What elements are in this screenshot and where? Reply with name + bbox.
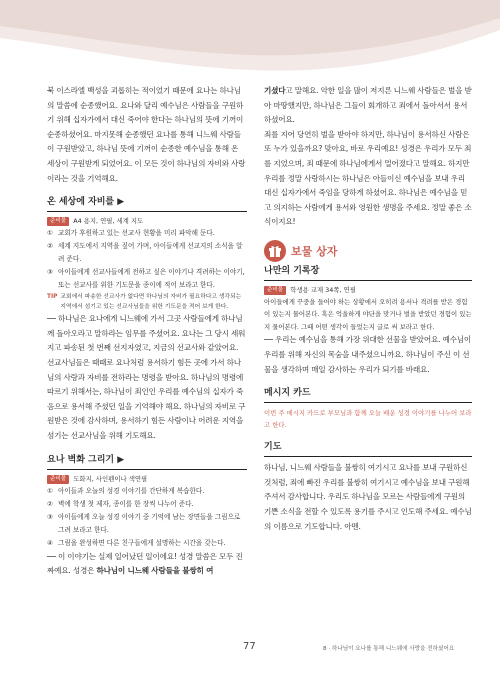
chapter-title: 8 · 하나님이 요나를 통해 니느웨에 사랑을 전하셨어요 [323,646,455,652]
intro-paragraph: 북 이스라엘 백성을 괴롭히는 적이었기 때문에 요나는 하나님의 말씀에 순종했어요. 요나와 달리 예수님은 사람들을 구원하기 위해 십자가에서 대신 죽어야 한다는 하나님의 뜻에 기꺼이 순종하셨어요. 마지못해 순종했던 요나를 통해 니느웨 사람들이 구원받았고, 하나님 뜻에 기꺼이 순종한 예수님을 통해 온 세상이 구원받게 되었어요. 이 모든 것이 하나님의 자비와 사랑이라는 것을 기억해요. [47,86,246,183]
step-item: ④ 그림을 완성하면 다른 친구들에게 설명하는 시간을 갖는다. [47,538,226,547]
section-divider [47,469,247,470]
section-divider [264,402,472,403]
prep-line [264,285,472,296]
step-item: ③ 아이들에게 오늘 성경 이야기 중 기억에 남는 장면들을 그림으로 그려 보라고 한다. [47,512,241,534]
subsection-title-journal: 나만의 기록장 [264,265,320,276]
prep-tag: 준비물 [264,286,286,295]
prep-text: A4 용지, 연필, 세계 지도 [73,217,144,226]
treasure-box-header [264,240,472,262]
tip-note [47,292,247,312]
decorative-header-band [0,0,500,80]
tip-text: 교회에서 파송한 선교사가 없다면 하나님의 자비가 필요하다고 생각되는 지역에서 섬기고 있는 선교사님들을 위한 기도문을 적어 보게 한다. [60,294,242,311]
section-divider [264,280,472,281]
prep-line [47,216,247,227]
step-item: ① 아이들과 오늘의 성경 이야기를 간단하게 복습한다. [47,486,205,495]
section-title-mercy: 온 세상에 자비를 ▶ [47,197,125,208]
subsection-title-prayer: 기도 [264,442,282,453]
gospel-paragraph: 죄를 지어 당연히 벌을 받아야 하지만, 하나님이 용서하신 사람은 또 누가 있을까요? 맞아요, 바로 우리예요! 성경은 우리가 모두 죄를 지었으며, 죄 때문에 하나님에게서 멀어졌다고 말해요. 하지만 우리를 정말 사랑하시는 하나님은 아들이신 예수님을 보내 우리 대신 십자가에서 죽임을 당하게 하셨어요. 하나님은 예수님을 믿고 의지하는 사람에게 용서와 영원한 생명을 주세요. 정말 좋은 소식이지요! [264,129,472,227]
subsection-title-message-card: 메시지 카드 [264,388,311,399]
section-divider [47,211,247,212]
page-number: 77 [243,641,256,652]
step-item: ② 벽에 학생 첫 제자, 종이를 한 장씩 나누어 준다. [47,499,194,508]
section1-body: ── 하나님은 요나에게 니느웨에 가서 그곳 사람들에게 하나님께 돌아오라고 말하라는 임무를 주셨어요. 요나는 그 당시 세워지고 파송된 첫 번째 선지자였고, 지금의 선교사와 같았어요. 선교사님들은 때때로 요나처럼 용서하기 힘든 곳에 가서 하나님의 사랑과 자비를 전하라는 명령을 받아요. 하나님의 명령에 따르기 위해서는, 하나님이 죄인인 우리를 예수님의 십자가 죽음으로 용서해 주셨던 일을 기억해야 해요. 하나님의 자비로 구원받은 것에 감사하며, 용서하기 힘든 사람이나 어려운 지역을 섬기는 선교사님을 위해 기도해요. [47,314,246,440]
step-item: ① 교회가 후원하고 있는 선교사 현황을 미리 파악해 둔다. [47,229,215,238]
step-item: ② 세계 지도에서 지역을 짚어 가며, 아이들에게 선교지의 소식을 알려 준다. [47,242,243,264]
journal-paragraph: 아이들에게 꾸중을 들어야 하는 상황에서 오히려 용서나 격려를 받은 경험이 있는지 물어본다. 혹은 억울하게 야단을 맞거나 벌을 받았던 경험이 있는지 물어본다. 그때 어떤 생각이 들었는지 글로 써 보라고 한다. [264,297,472,331]
prep-tag: 준비물 [47,217,69,226]
prep-text: 학생용 교재 34쪽, 연필 [290,285,356,294]
right-column [264,84,472,534]
tip-icon: TIP [47,294,58,301]
prayer-text: 하나님, 니느웨 사람들을 불쌍히 여기시고 요나를 보내 구원하신 것처럼, 죄에 빠진 우리를 불쌍히 여기시고 예수님을 보내 구원해 주셔서 감사합니다. 우리도 하나님을 모르는 사람들에게 구원의 기쁜 소식을 전할 수 있도록 용기를 주시고 인도해 주세요. 예수님의 이름으로 기도합니다. 아멘. [264,463,472,531]
step-item: ③ 아이들에게 선교사들에게 전하고 싶은 이야기나 격려하는 이야기, 또는 선교사를 위한 기도문을 종이에 적어 보라고 한다. [47,268,245,290]
section2-closing: ── 이 이야기는 실제 일어났던 일이에요! 성경 말씀은 모두 진짜예요. 성경은 하나님이 니느웨 사람들을 불쌍히 여 [47,551,243,576]
treasure-box-title: 보물 상자 [291,244,338,258]
continued-paragraph: 기셨다고 말해요. 악한 일을 많이 저지른 니느웨 사람들은 벌을 받아 마땅했지만, 하나님은 그들이 회개하고 죄에서 돌아서서 용서하셨어요. [264,86,472,125]
prep-text: 도화지, 사인펜이나 색연필 [73,474,148,483]
section-divider [264,456,472,457]
gift-paragraph: ── 우리는 예수님을 통해 가장 위대한 선물을 받았어요. 예수님이 우리를 위해 자신의 목숨을 내주셨으니까요. 하나님이 주신 이 선물을 생각하며 매일 감사하는 우리가 되기를 바래요. [264,335,472,374]
section-title-mural: 요나 벽화 그리기 ▶ [47,454,125,465]
prep-tag: 준비물 [47,475,69,484]
gift-icon [264,240,286,262]
prep-line [47,474,247,485]
message-card-text: 이번 주 메시지 카드로 부모님과 함께 오늘 배운 성경 이야기를 나누어 보라고 한다. [264,409,472,430]
left-column [47,84,247,579]
